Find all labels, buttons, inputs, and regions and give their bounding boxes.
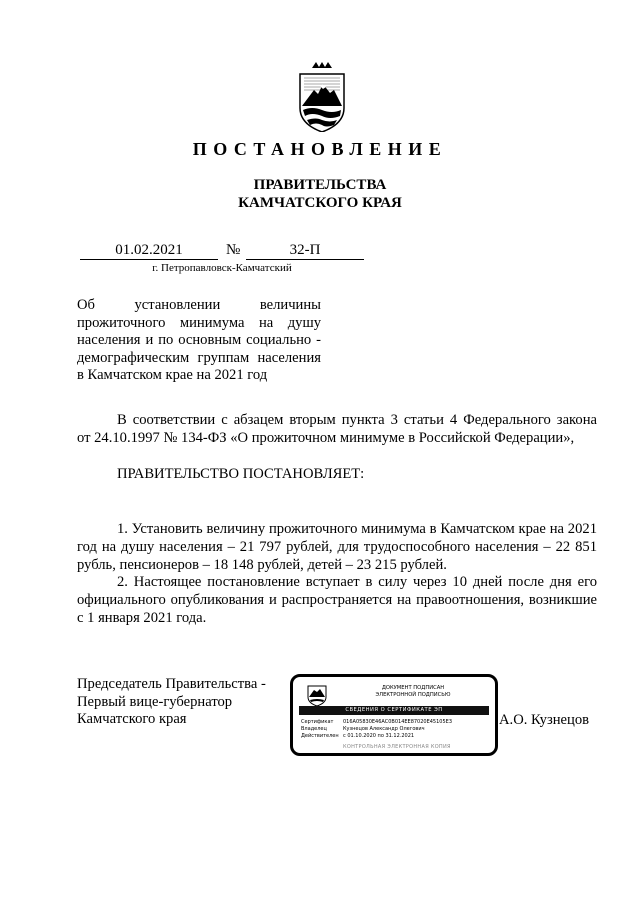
resolution-item-2: 2. Настоящее постановление вступает в силу через 10 дней после дня его официального опубликования и распространяется на правоотношения, возникшие с 1 января 2021 года. [77, 574, 597, 626]
document-title: ПОСТАНОВЛЕНИЕ [192, 139, 448, 159]
stamp-footer: КОНТРОЛЬНАЯ ЭЛЕКТРОННАЯ КОПИЯ [343, 744, 451, 750]
stamp-emblem-icon [307, 684, 327, 706]
issuer-line-2: КАМЧАТСКОГО КРАЯ [238, 195, 402, 211]
document-subject: Об установлении величины прожиточного минимума на душу населения и по основным социально - демографическим группам населения в Камчатском крае на 2021 год [77, 297, 321, 383]
stamp-header-line-2: ЭЛЕКТРОННОЙ ПОДПИСЬЮ [375, 691, 451, 698]
stamp-row-certificate [301, 719, 452, 726]
stamp-details [301, 719, 452, 739]
preamble-line-1: В соответствии с абзацем вторым пункта 3 статьи 4 Федерального закона [117, 412, 597, 428]
document-place: г. Петропавловск-Камчатский [152, 262, 292, 274]
resolution-item-1: 1. Установить величину прожиточного минимума в Камчатском крае на 2021 год на душу населения – 21 797 рублей, для трудоспособного населения – 22 851 рубль, пенсионеров – 18 148 рублей, детей – 23 215 рублей. [77, 521, 597, 573]
valid-label: Действителен [301, 732, 339, 739]
position-line-1: Председатель Правительства - [77, 676, 266, 692]
resolution-items [77, 521, 597, 628]
electronic-signature-stamp [290, 674, 498, 756]
preamble-line-2: от 24.10.1997 № 134-ФЗ «О прожиточном минимуме в Российской Федерации», [77, 430, 575, 446]
owner-label: Владелец [301, 725, 327, 732]
document-number: 32-П [246, 242, 364, 260]
cert-label: Сертификат [301, 719, 334, 725]
valid-value: с 01.10.2020 по 31.12.2021 [343, 732, 415, 739]
cert-value: 016A05830E46AC0B014EE87020E45105E3 [343, 719, 452, 725]
position-line-2: Первый вице-губернатор [77, 693, 233, 710]
coat-of-arms-emblem [296, 62, 348, 132]
number-sign: № [226, 242, 241, 258]
signatory-position [77, 676, 266, 729]
issuer-line-1: ПРАВИТЕЛЬСТВА [253, 177, 387, 193]
owner-value: Кузнецов Александр Олегович [343, 725, 425, 732]
stamp-header-line-1: ДОКУМЕНТ ПОДПИСАН [381, 685, 445, 691]
resolution-heading: ПРАВИТЕЛЬСТВО ПОСТАНОВЛЯЕТ: [117, 466, 365, 482]
stamp-band: СВЕДЕНИЯ О СЕРТИФИКАТЕ ЭП [299, 706, 489, 715]
signatory-name: А.О. Кузнецов [499, 712, 590, 728]
stamp-row-owner [301, 726, 452, 733]
stamp-header [343, 685, 483, 698]
position-line-3: Камчатского края [77, 711, 187, 727]
document-date: 01.02.2021 [80, 242, 218, 260]
stamp-row-validity [301, 733, 452, 740]
